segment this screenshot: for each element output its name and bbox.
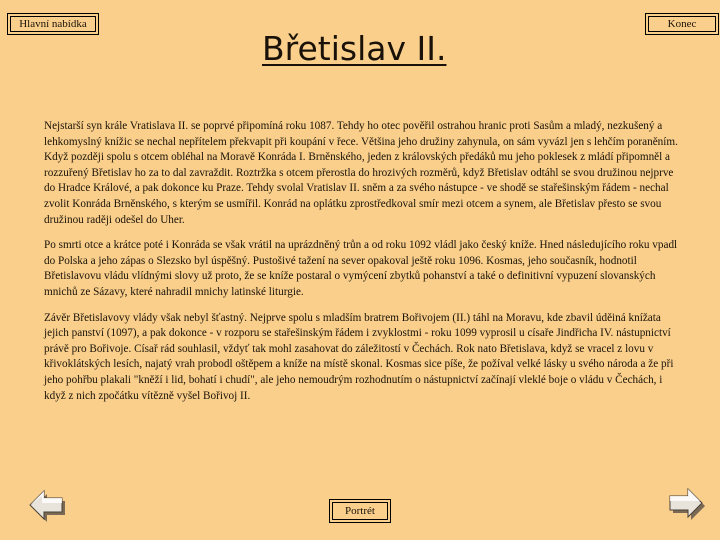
next-arrow-icon[interactable] <box>664 484 708 522</box>
main-menu-button[interactable]: Hlavní nabídka <box>10 16 96 32</box>
paragraph-3: Závěr Břetislavovy vlády však nebyl šťastný. Nejprve spolu s mladším bratrem Bořivojem (II.) táhl na Moravu, kde zbavil úděiná knížata jejich panství (1097), a pak dokonce - v rozporu se stařešinským řádem i zvyklostmi - roku 1099 vyprosil u císaře Jindřicha IV. nástupnictví právě pro Bořivoje. Císař rád souhlasil, vždyť tak mohl zasahovat do záležitostí v Čechách. Rok nato Břetislava, když se vracel z lovu v křivoklátských lesích, najatý vrah probodl oštěpem a kníže na místě skonal. Kosmas sice píše, že požíval velké lásky u svého národa a že při jeho pohřbu plakali "kněží i lid, bohatí i chudí", ale jeho nemoudrým rozhodnutím o nástupnictví začínají vleklé boje o vládu v Čechách, i když z nich zpočátku vítězně vyšel Bořivoj II. <box>44 311 674 402</box>
article-body <box>44 119 684 414</box>
page-title: Břetislav II. <box>262 29 447 68</box>
end-button[interactable]: Konec <box>648 16 716 32</box>
paragraph-1: Nejstarší syn krále Vratislava II. se poprvé připomíná roku 1087. Tehdy ho otec pověřil ostrahou hranic proti Sasům a mladý, nezkušený a lehkomyslný knížic se nechal nepřítelem překvapit při koupání v řece. Většina jeho družiny zahynula, on sám vyvázl jen s lehčím poraněním. Když později spolu s otcem obléhal na Moravě Konráda I. Brněnského, jeden z královských předáků mu jeho poklesek z mládí připomněl a rozzuřený Břetislav ho za to dal zavraždit. Roztržka s otcem přerostla do hrozivých rozměrů, když Břetislav odtáhl se svou družinou nejprve do Hradce Králové, a pak dokonce ku Praze. Tehdy svolal Vratislav II. sněm a za svého nástupce - ve shodě se stařešinským řádem - nechal zvolit Konráda Brněnského, s kterým se usmířil. Konrád na oplátku zprostředkoval smír mezi otcem a synem, ale Břetislav přesto se svou družinou raději odešel do Uher. <box>44 120 678 226</box>
portrait-button[interactable]: Portrét <box>332 502 388 520</box>
paragraph-2: Po smrti otce a krátce poté i Konráda se však vrátil na uprázdněný trůn a od roku 1092 vládl jako český kníže. Hned následujícího roku vpadl do Polska a jeho zápas o Slezsko byl úspěšný. Pustošivé tažení na sever opakoval ještě roku 1096. Kosmas, jeho současník, hodnotil Břetislavovu vládu vlídnými slovy už proto, že se kníže postaral o vymýcení zbytků pohanství a také o definitivní vypuzení slovanských mnichů ze Sázavy, které nahradil mnichy latinské liturgie. <box>44 239 678 298</box>
back-arrow-icon[interactable] <box>24 486 68 524</box>
